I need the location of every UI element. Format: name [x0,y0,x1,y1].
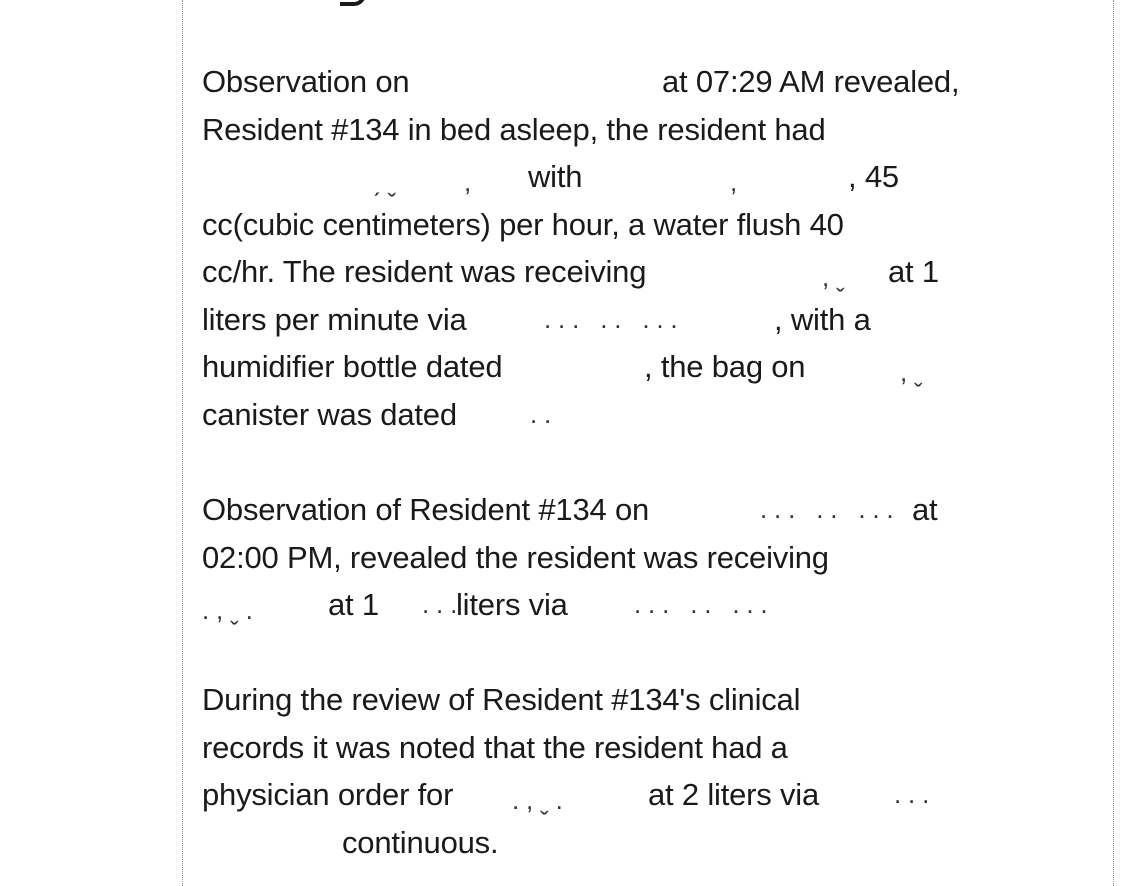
text-segment: , with a [774,301,871,337]
redaction-mark: . . [530,398,552,429]
redaction-mark: , ˬ [900,357,923,387]
text-segment: records it was noted that the resident had a [202,729,788,765]
text-segment: 02:00 PM, revealed the resident was receiving [202,539,829,575]
text-segment: , the bag on [644,349,806,384]
text-segment: canister was dated [202,396,457,432]
paragraph-clinical-review [202,676,1082,866]
text-line [202,201,1082,249]
text-segment: with [528,159,583,194]
text-segment: at 07:29 AM revealed, [662,64,960,99]
text-line [202,771,1082,819]
text-line [202,486,1082,534]
clipped-glyph [340,0,366,6]
text-segment: liters via [456,587,568,622]
redaction-mark: ˏ ˬ [372,167,396,197]
text-segment: physician order for [202,777,454,812]
text-segment: at 1 [328,587,379,622]
text-segment: Observation of Resident #134 on [202,492,650,527]
text-line [202,248,1082,296]
text-line [202,534,1082,582]
text-line [202,724,1082,772]
text-line [202,153,1082,201]
redaction-mark: . . . [422,589,458,619]
redaction-mark: . , ˬ . [202,595,253,625]
text-segment: at [912,492,938,527]
redaction-mark: . . . [894,779,930,809]
text-segment: Resident #134 in bed asleep, the resident had [202,111,826,147]
redaction-mark: . . . . . . . . [634,589,768,619]
text-line [202,391,1082,439]
redaction-mark: , [730,167,738,197]
text-line [202,819,1082,867]
text-segment: continuous. [342,824,499,860]
paragraph-observation-morning [202,58,1082,438]
redaction-mark: , [464,167,472,197]
redaction-mark: , ˬ [822,262,845,292]
redaction-mark: . . . . . . . . [544,303,678,334]
text-line [202,343,1082,391]
text-segment: humidifier bottle dated [202,349,503,384]
text-segment: at 2 liters via [648,777,820,812]
text-segment: During the review of Resident #134's clinical [202,682,801,717]
text-segment: , 45 [848,159,899,194]
paragraph-observation-afternoon [202,486,1082,629]
text-segment: Observation on [202,64,410,99]
text-segment: liters per minute via [202,301,467,337]
text-line [202,581,1082,629]
text-line [202,106,1082,154]
text-line [202,296,1082,344]
text-segment: at 1 [888,254,939,289]
text-line [202,58,1082,106]
redaction-mark: . , ˬ . [512,785,563,815]
text-segment: cc(cubic centimeters) per hour, a water flush 40 [202,206,844,242]
text-line [202,676,1082,724]
redaction-mark: . . . . . . . . [760,494,894,524]
text-segment: cc/hr. The resident was receiving [202,254,647,289]
